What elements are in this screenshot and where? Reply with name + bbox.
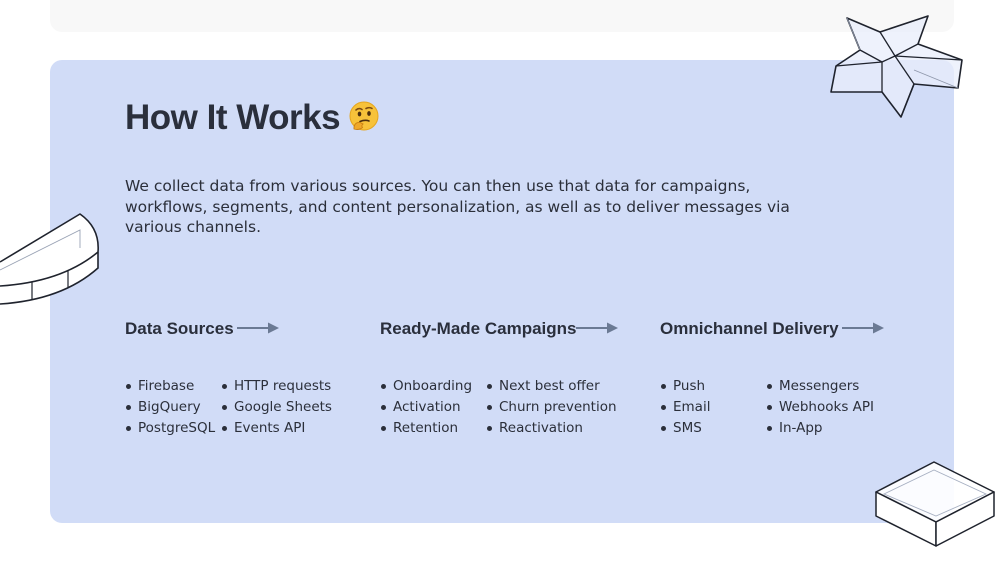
- campaigns-list-a: [380, 376, 472, 438]
- half-cylinder-shape-icon: [0, 208, 102, 310]
- omnichannel-delivery-heading: Omnichannel Delivery: [660, 319, 839, 338]
- ready-made-campaigns-heading: Ready-Made Campaigns: [380, 319, 577, 338]
- list-item: Churn prevention: [486, 397, 617, 418]
- arrow-right-icon: [842, 321, 886, 335]
- page-title-text: How It Works: [125, 98, 341, 137]
- list-item: SMS: [660, 418, 710, 439]
- data-sources-list-a: [125, 376, 215, 438]
- delivery-list-b: [766, 376, 874, 438]
- page-title: [125, 96, 380, 140]
- thinking-face-icon: [348, 101, 380, 133]
- list-item: Push: [660, 376, 710, 397]
- data-sources-list-b: [221, 376, 332, 438]
- data-sources-heading: Data Sources: [125, 319, 234, 338]
- list-item: Activation: [380, 397, 472, 418]
- list-item: HTTP requests: [221, 376, 332, 397]
- list-item: Events API: [221, 418, 332, 439]
- campaigns-list-b: [486, 376, 617, 438]
- list-item: Retention: [380, 418, 472, 439]
- list-item: Firebase: [125, 376, 215, 397]
- arrow-right-icon: [576, 321, 620, 335]
- list-item: Onboarding: [380, 376, 472, 397]
- delivery-list-a: [660, 376, 710, 438]
- list-item: BigQuery: [125, 397, 215, 418]
- list-item: Webhooks API: [766, 397, 874, 418]
- list-item: Google Sheets: [221, 397, 332, 418]
- list-item: Reactivation: [486, 418, 617, 439]
- box-shape-icon: [872, 458, 1000, 550]
- list-item: Email: [660, 397, 710, 418]
- list-item: In-App: [766, 418, 874, 439]
- star-shape-icon: [826, 12, 968, 122]
- arrow-right-icon: [237, 321, 281, 335]
- intro-text: We collect data from various sources. You can then use that data for campaigns, workflows, segments, and content personalization, as well as to deliver messages via various channels.: [125, 177, 790, 236]
- list-item: PostgreSQL: [125, 418, 215, 439]
- list-item: Messengers: [766, 376, 874, 397]
- list-item: Next best offer: [486, 376, 617, 397]
- previous-section-card: [50, 0, 954, 32]
